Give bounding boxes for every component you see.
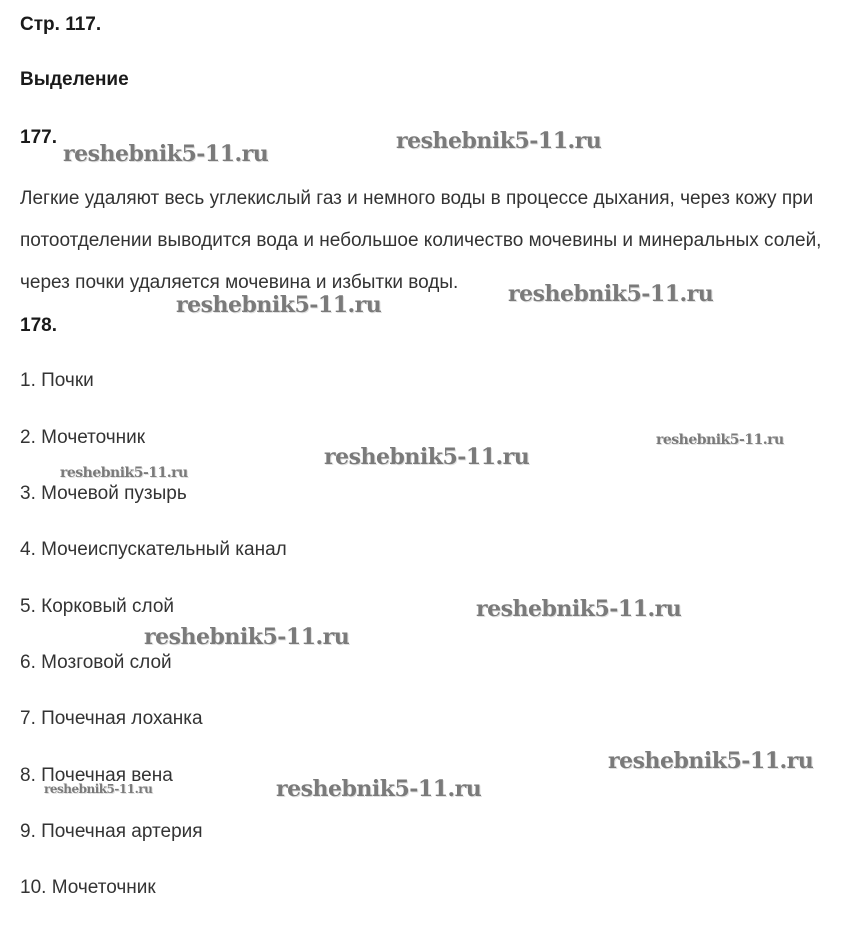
watermark: reshebnik5-11.ru: [144, 624, 350, 650]
list-item: 9. Почечная артерия: [20, 821, 203, 842]
list-item: 4. Мочеиспускательный канал: [20, 539, 287, 560]
list-item: 7. Почечная лоханка: [20, 708, 203, 729]
list-item: 1. Почки: [20, 370, 94, 391]
list-item: 6. Мозговой слой: [20, 652, 172, 673]
watermark: reshebnik5-11.ru: [508, 281, 714, 307]
section-title: Выделение: [20, 69, 129, 90]
task-177-number: 177.: [20, 127, 57, 148]
list-item: 3. Мочевой пузырь: [20, 483, 187, 504]
list-item: 5. Корковый слой: [20, 596, 175, 617]
watermark: reshebnik5-11.ru: [60, 465, 188, 481]
task-178-number: 178.: [20, 315, 57, 336]
list-item: 2. Мочеточник: [20, 427, 146, 448]
watermark: reshebnik5-11.ru: [476, 596, 682, 622]
watermark: reshebnik5-11.ru: [63, 141, 269, 167]
watermark: reshebnik5-11.ru: [656, 432, 784, 448]
watermark: reshebnik5-11.ru: [44, 782, 153, 796]
task-177-answer: Легкие удаляют весь углекислый газ и немного воды в процессе дыхания, через кожу при потоотделении выводится вода и небольшое количество мочевины и минеральных солей, через почки удаляется мочевина и избытки воды.: [20, 188, 822, 293]
list-item: 8. Почечная вена: [20, 765, 173, 786]
page-title: Стр. 117.: [20, 14, 102, 35]
list-item: 10. Мочеточник: [20, 877, 156, 898]
watermark: reshebnik5-11.ru: [324, 444, 530, 470]
watermark: reshebnik5-11.ru: [608, 748, 814, 774]
watermark: reshebnik5-11.ru: [176, 292, 382, 318]
watermark: reshebnik5-11.ru: [276, 776, 482, 802]
watermark: reshebnik5-11.ru: [396, 128, 602, 154]
